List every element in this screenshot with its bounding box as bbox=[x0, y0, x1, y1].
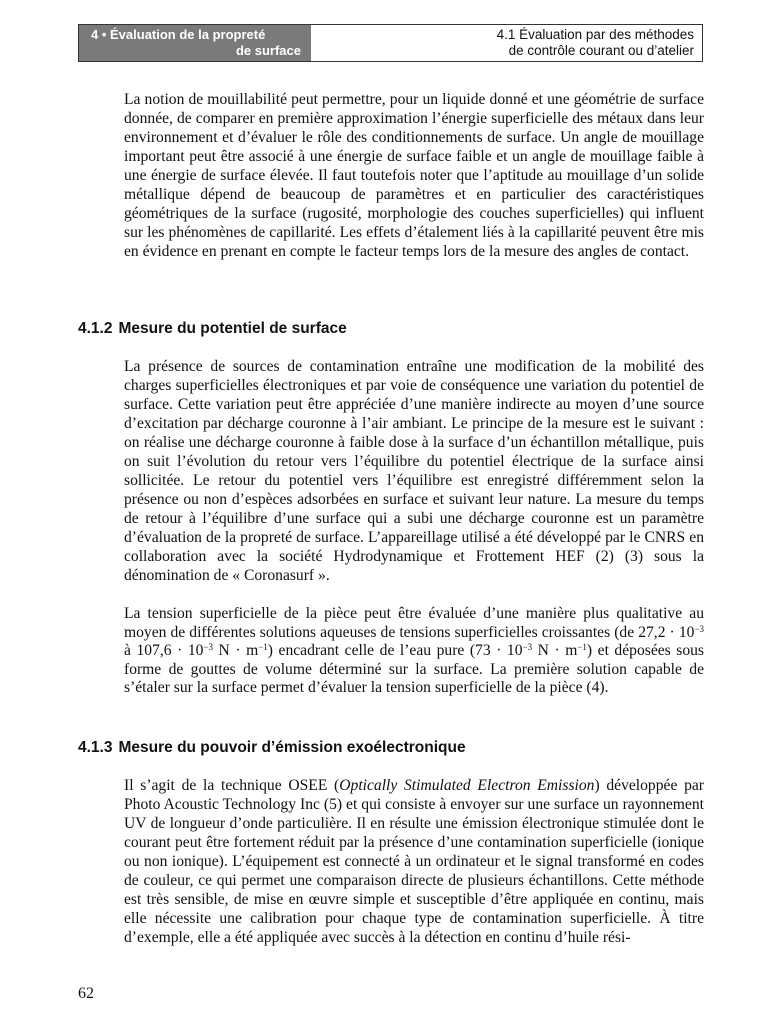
section-heading-412 bbox=[78, 320, 347, 338]
section-number: 4.1.3 bbox=[78, 739, 113, 756]
section-title: Mesure du pouvoir d’émission exoélectronique bbox=[118, 739, 466, 756]
section-header-line1: 4.1 Évaluation par des méthodes bbox=[496, 27, 694, 42]
chapter-header-line2: de surface bbox=[235, 43, 301, 58]
section-413-paragraph: Il s’agit de la technique OSEE (Optically Stimulated Electron Emission) développée par Photo Acoustic Technology Inc (5) et qui consiste à envoyer sur une surface un rayonnement UV de longueur d’onde particulière. Il en résulte une émission électronique stimulée dont le courant peut être fortement réduit par la présence d’une contamination superficielle (ionique ou non ionique). L’équipement est connecté à un ordinateur et le signal transformé en codes de couleur, ce qui permet une comparaison directe de plusieurs échantillons. Cette méthode est très sensible, de mise en œuvre simple et susceptible d’être appliquée en continu, mais elle nécessite une calibration pour chaque type de contamination superficielle. À titre d’exemple, elle a été appliquée avec succès à la détection en continu d’huile rési- bbox=[124, 777, 704, 946]
chapter-header-line1: 4 • Évaluation de la propreté bbox=[91, 27, 266, 42]
chapter-header bbox=[79, 25, 311, 61]
section-412-paragraph-2: La tension superficielle de la pièce peut être évaluée d’une manière plus qualitative au moyen de différentes solutions aqueuses de tensions superficielles croissantes (de $27,2 \cdot 10^{-3}$ à $107,6 \cdot 10^{-3}$ $N \cdot m^{-1}$) encadrant celle de l’eau pure ($73 \cdot 10^{-3}$ $N \cdot m^{-1}$) et déposées sous forme de gouttes de volume déterminé sur la surface. La première solution capable de s’étaler sur la surface permet d’évaluer la tension superficielle de la pièce (4). bbox=[124, 605, 705, 697]
section-number: 4.1.2 bbox=[78, 320, 113, 337]
page-number: 62 bbox=[78, 985, 94, 1002]
intro-paragraph: La notion de mouillabilité peut permettre, pour un liquide donné et une géométrie de surface donnée, de comparer en première approximation l’énergie superficielle des métaux dans leur environnement et d’évaluer le rôle des conditionnements de surface. Un angle de mouillage important peut être associé à une énergie de surface faible et un angle de mouillage faible à une énergie de surface élevée. Il faut toutefois noter que l’aptitude au mouillage d’un solide métallique dépend de beaucoup de paramètres et en particulier des caractéristiques géométriques de la surface (rugosité, morphologie des couches superficielles) qui influent sur les phénomènes de capillarité. Les effets d’étalement liés à la capillarité peuvent être mis en évidence en prenant en compte le facteur temps lors de la mesure des angles de contact. bbox=[124, 91, 704, 260]
section-412-paragraph-1: La présence de sources de contamination entraîne une modification de la mobilité des charges superficielles électroniques et par voie de conséquence une variation du potentiel de surface. Cette variation peut être appréciée d’une manière indirecte au moyen d’une source d’excitation par décharge couronne à l’air ambiant. Le principe de la mesure est le suivant : on réalise une décharge couronne à faible dose à la surface d’un échantillon métallique, puis on suit l’évolution du retour vers l’équilibre du potentiel électrique de la surface ainsi sollicitée. Le retour du potentiel vers l’équilibre est enregistré différemment selon la présence ou non d’espèces adsorbées en surface et suivant leur nature. La mesure du temps de retour à l’équilibre d’une surface qui a subi une décharge couronne est un paramètre d’évaluation de la propreté de surface. L’appareillage utilisé a été développé par le CNRS en collaboration avec la société Hydrodynamique et Frottement HEF (2) (3) sous la dénomination de « Coronasurf ». bbox=[124, 358, 704, 584]
section-title: Mesure du potentiel de surface bbox=[118, 320, 347, 337]
section-header-line2: de contrôle courant ou d’atelier bbox=[508, 43, 694, 58]
section-header bbox=[311, 25, 702, 61]
running-header bbox=[78, 24, 703, 62]
italic-term: Optically Stimulated Electron Emission bbox=[339, 777, 595, 794]
section-heading-413 bbox=[78, 739, 466, 757]
